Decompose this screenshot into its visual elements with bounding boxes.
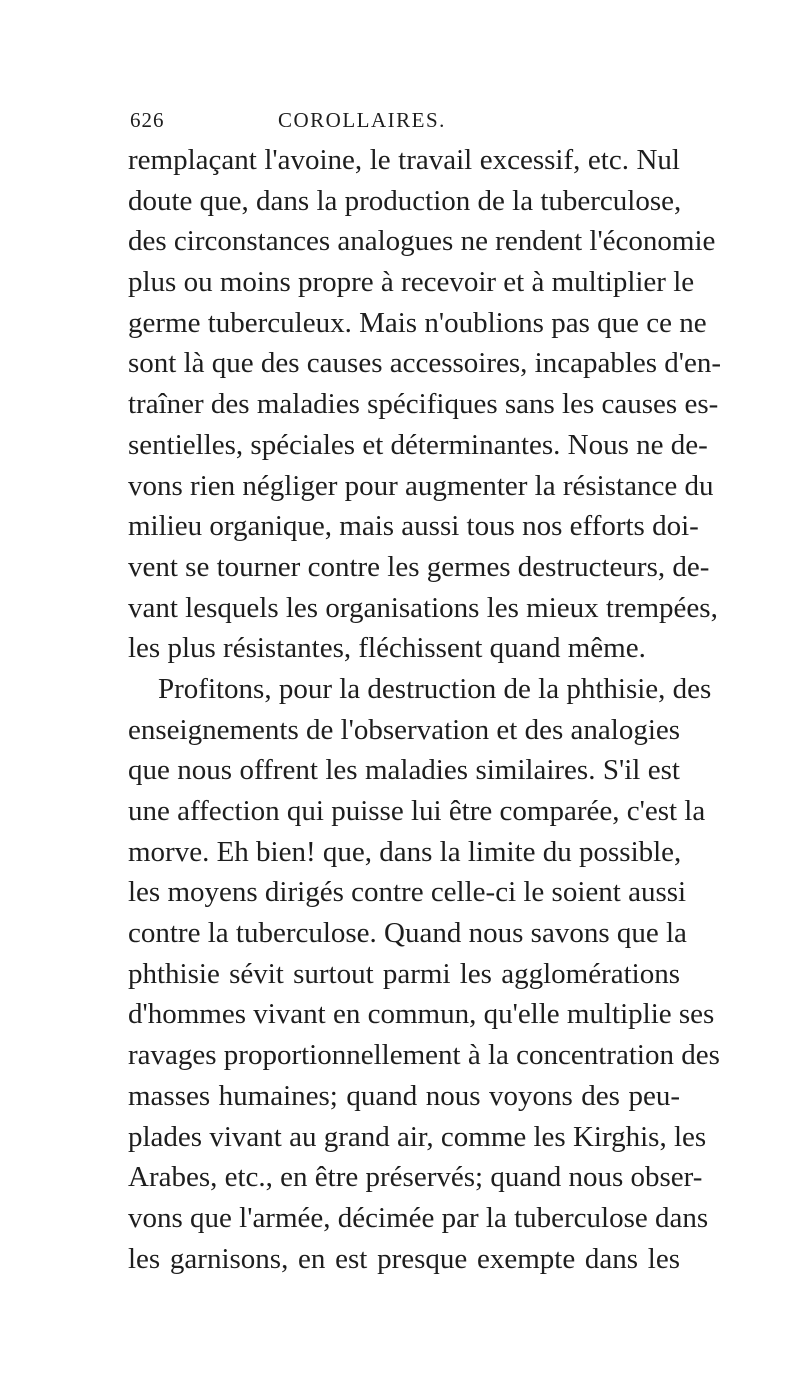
text-line: morve. Eh bien! que, dans la limite du possible, bbox=[128, 835, 682, 868]
paragraph bbox=[128, 140, 722, 669]
page-number: 626 bbox=[130, 108, 165, 132]
text-line: les moyens dirigés contre celle-ci le soient aussi bbox=[128, 876, 687, 909]
text-line: traîner des maladies spécifiques sans les causes es- bbox=[128, 388, 719, 421]
text-line: sont là que des causes accessoires, incapables d'en- bbox=[128, 347, 722, 380]
text-line: masses humaines; quand nous voyons des peu- bbox=[128, 1079, 680, 1112]
text-line: Profitons, pour la destruction de la phthisie, des bbox=[158, 672, 712, 705]
text-line: germe tuberculeux. Mais n'oublions pas que ce ne bbox=[128, 306, 707, 339]
text-line: enseignements de l'observation et des analogies bbox=[128, 713, 681, 746]
text-line: les plus résistantes, fléchissent quand même. bbox=[128, 632, 646, 665]
text-line: milieu organique, mais aussi tous nos efforts doi- bbox=[128, 510, 699, 543]
text-line: les garnisons, en est presque exempte dans les bbox=[128, 1242, 680, 1275]
text-line: sentielles, spéciales et déterminantes. Nous ne de- bbox=[128, 428, 708, 461]
text-line: ravages proportionnellement à la concentration des bbox=[128, 1039, 720, 1072]
paragraph bbox=[128, 669, 720, 1279]
text-line: doute que, dans la production de la tuberculose, bbox=[128, 184, 682, 217]
text-line: plus ou moins propre à recevoir et à multiplier le bbox=[128, 266, 695, 299]
text-line: une affection qui puisse lui être comparée, c'est la bbox=[128, 795, 706, 827]
text-line: d'hommes vivant en commun, qu'elle multiplie ses bbox=[128, 998, 715, 1031]
text-line: que nous offrent les maladies similaires. S'il est bbox=[128, 754, 680, 787]
text-line: contre la tuberculose. Quand nous savons que la bbox=[128, 917, 687, 950]
text-line: des circonstances analogues ne rendent l'économie bbox=[128, 225, 716, 258]
text-line: phthisie sévit surtout parmi les agglomérations bbox=[128, 957, 680, 990]
text-line: vent se tourner contre les germes destructeurs, de- bbox=[128, 550, 710, 583]
text-line: plades vivant au grand air, comme les Kirghis, les bbox=[128, 1120, 707, 1153]
body-text bbox=[128, 140, 722, 1279]
text-line: vons que l'armée, décimée par la tuberculose dans bbox=[128, 1201, 709, 1234]
running-head bbox=[0, 108, 800, 138]
running-title: COROLLAIRES. bbox=[278, 108, 446, 132]
text-line: vant lesquels les organisations les mieux trempées, bbox=[128, 591, 718, 624]
text-line: vons rien négliger pour augmenter la résistance du bbox=[128, 469, 714, 502]
text-line: remplaçant l'avoine, le travail excessif, etc. Nul bbox=[128, 144, 680, 176]
text-line: Arabes, etc., en être préservés; quand nous obser- bbox=[128, 1161, 703, 1194]
